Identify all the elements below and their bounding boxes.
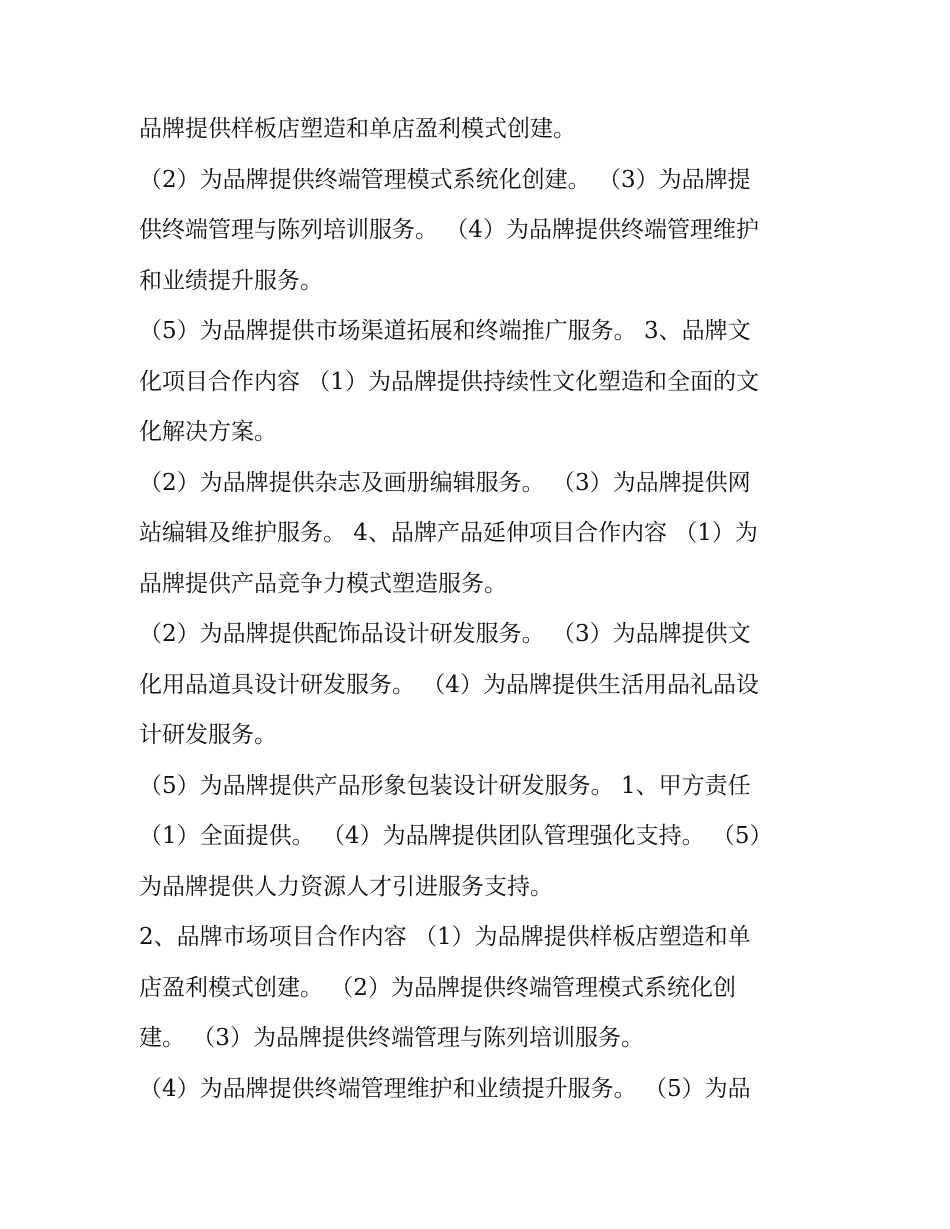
text-line: 品牌提供样板店塑造和单店盈利模式创建。 <box>139 116 576 142</box>
text-line: 化项目合作内容 （1）为品牌提供持续性文化塑造和全面的文 <box>139 368 759 395</box>
text-line: 化用品道具设计研发服务。 （4）为品牌提供生活用品礼品设 <box>139 671 759 698</box>
text-line: （5）为品牌提供市场渠道拓展和终端推广服务。 3、品牌文 <box>139 318 751 344</box>
text-line: （2）为品牌提供配饰品设计研发服务。 （3）为品牌提供文 <box>139 621 751 647</box>
text-line: （2）为品牌提供杂志及画册编辑服务。 （3）为品牌提供网 <box>139 469 751 496</box>
text-line: 建。 （3）为品牌提供终端管理与陈列培训服务。 <box>139 1025 644 1051</box>
text-line: 供终端管理与陈列培训服务。 （4）为品牌提供终端管理维护 <box>139 217 759 243</box>
text-line: 和业绩提升服务。 <box>139 267 323 294</box>
text-line: 2、品牌市场项目合作内容 （1）为品牌提供样板店塑造和单 <box>139 924 751 950</box>
text-line: （1）全面提供。 （4）为品牌提供团队管理强化支持。 （5） <box>139 823 773 849</box>
text-line: 店盈利模式创建。 （2）为品牌提供终端管理模式系统化创 <box>139 974 736 1001</box>
text-line: （5）为品牌提供产品形象包装设计研发服务。 1、甲方责任 <box>139 772 751 799</box>
text-line: 化解决方案。 <box>139 419 277 445</box>
text-line: 站编辑及维护服务。 4、品牌产品延伸项目合作内容 （1）为 <box>139 520 758 546</box>
text-line: 品牌提供产品竞争力模式塑造服务。 <box>139 570 507 597</box>
body-text <box>139 104 819 1114</box>
text-line: 为品牌提供人力资源人才引进服务支持。 <box>139 873 553 900</box>
text-line: 计研发服务。 <box>139 722 277 748</box>
text-line: （4）为品牌提供终端管理维护和业绩提升服务。 （5）为品 <box>139 1075 751 1102</box>
text-line: （2）为品牌提供终端管理模式系统化创建。 （3）为品牌提 <box>139 166 751 193</box>
